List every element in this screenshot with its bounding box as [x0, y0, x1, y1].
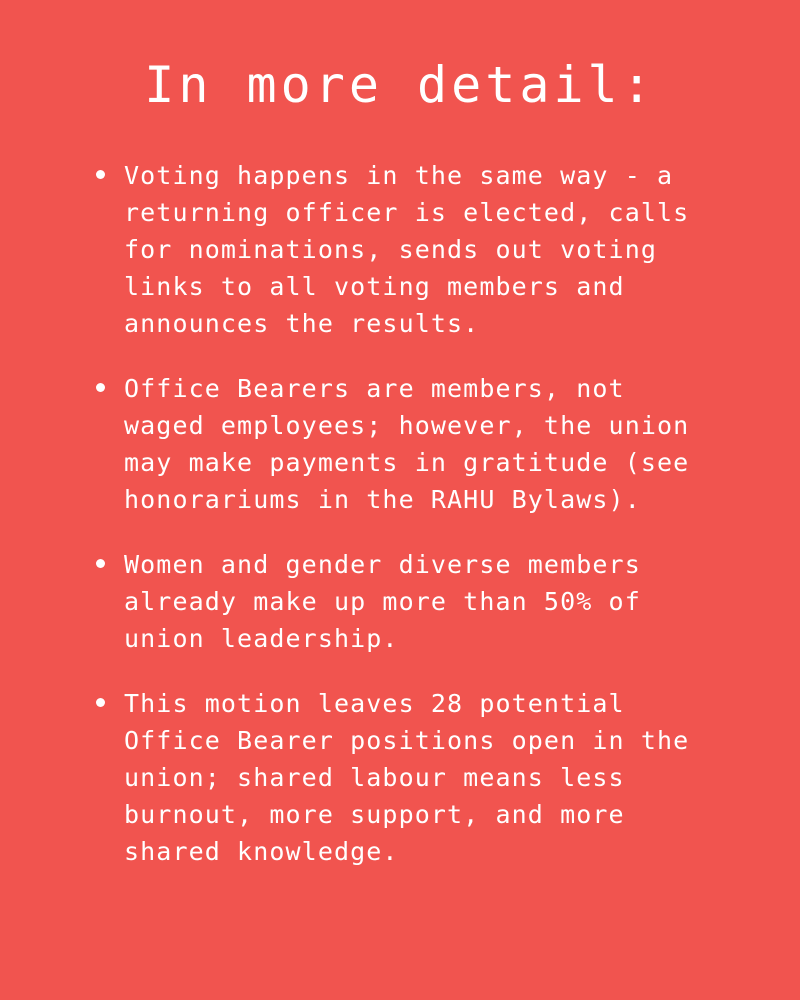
bullet-dot-icon — [96, 383, 105, 392]
list-item — [94, 685, 708, 870]
list-item — [94, 546, 708, 657]
bullet-dot-icon — [96, 170, 105, 179]
bullet-dot-icon — [96, 559, 105, 568]
page-title: In more detail: — [144, 56, 656, 114]
detail-bullet-list — [60, 157, 740, 870]
list-item — [94, 370, 708, 518]
list-item-text: Women and gender diverse members already make up more than 50% of union leadership. — [124, 550, 641, 653]
list-item — [94, 157, 708, 342]
list-item-text: This motion leaves 28 potential Office Bearer positions open in the union; shared labour means less burnout, more support, and more shared knowledge. — [124, 689, 690, 866]
list-item-text: Office Bearers are members, not waged employees; however, the union may make payments in gratitude (see honorariums in the RAHU Bylaws). — [124, 374, 690, 514]
bullet-dot-icon — [96, 698, 105, 707]
list-item-text: Voting happens in the same way - a returning officer is elected, calls for nominations, sends out voting links to all voting members and announces the results. — [124, 161, 690, 338]
